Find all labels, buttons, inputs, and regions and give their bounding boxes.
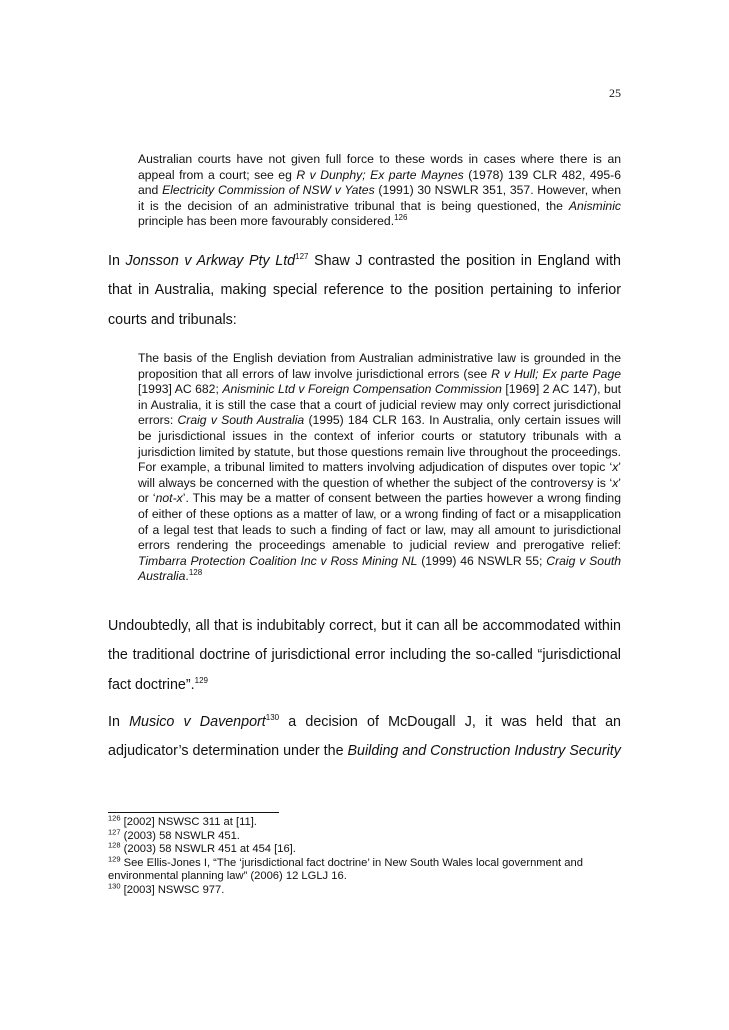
case-citation: Craig v South Australia xyxy=(138,553,622,584)
footnote-ref[interactable]: 127 xyxy=(295,252,309,262)
block-quote-shaw-j: The basis of the English deviation from Australian administrative law is grounded in the proposition that all errors of law involve jurisdictional errors (see R v Hull; Ex parte Page [1993] AC 682; Anisminic Ltd v Foreign Compensation Commission [1969] 2 AC 147), but in Australia, it is still the case that a court of judicial review may only correct jurisdictional errors: Craig v South Australia (1995) 184 CLR 163. In Australia, only certain issues will be jurisdictional issues in the context of inferior courts or statutory tribunals with a jurisdiction limited by statute, but those questions remain live throughout the proceedings. For example, a tribunal limited to matters involving adjudication of disputes over topic ‘x’ will always be concerned with the question of whether the subject of the controversy is ‘x’ or ‘not-x’. This may be a matter of consent between the parties however a wrong finding of either of these options as a matter of law, or a wrong finding of fact or a misapplication of a legal test that leads to such a finding of fact or law, may all amount to jurisdictional errors rendering the proceedings amenable to judicial review and prerogative relief: Timbarra Protection Coalition Inc v Ross Mining NL (1999) 46 NSWLR 55; Craig v South Australia.$^{128}$ xyxy=(138,351,622,584)
case-citation: Craig v South Australia xyxy=(177,413,305,428)
case-citation: Anisminic Ltd v Foreign Compensation Commission xyxy=(222,382,502,397)
footnote-number: 127 xyxy=(108,826,121,836)
footnote-number: 129 xyxy=(108,854,121,864)
footnote-separator xyxy=(108,812,279,813)
block-quote-anisminic: Australian courts have not given full force to these words in cases where there is an appeal from a court; see eg R v Dunphy; Ex parte Maynes (1978) 139 CLR 482, 495-6 and Electricity Commission of NSW v Yates (1991) 30 NSWLR 351, 357. However, when it is the decision of an administrative tribunal that is being questioned, the Anisminic principle has been more favourably considered.$^{126}$ xyxy=(138,152,621,229)
footnote-ref[interactable]: 128 xyxy=(188,568,203,578)
footnote-ref[interactable]: 126 xyxy=(394,213,408,223)
paragraph-jonsson: In Jonsson v Arkway Pty Ltd$^{127}$ Shaw J contrasted the position in England with that in Australia, making special reference to the position pertaining to inferior courts and tribunals: xyxy=(108,252,621,328)
footnotes xyxy=(108,813,628,898)
footnote-number: 126 xyxy=(108,813,121,823)
case-citation: Electricity Commission of NSW v Yates xyxy=(162,183,375,198)
footnote: $^{128}$ (2003) 58 NSWLR 451 at 454 [16]. xyxy=(108,840,296,856)
footnote-ref[interactable]: 130 xyxy=(265,713,280,723)
footnote: $^{129}$ See Ellis-Jones I, “The ‘jurisdictional fact doctrine’ in New South Wales local government and environmental planning law” (2006) 12 LGLJ 16. xyxy=(108,854,583,883)
page-number: 25 xyxy=(609,86,621,100)
case-citation: Timbarra Protection Coalition Inc v Ross Mining NL xyxy=(138,553,418,568)
case-citation: R v Hull; Ex parte Page xyxy=(491,366,621,381)
footnote: $^{126}$ [2002] NSWSC 311 at [11]. xyxy=(108,813,257,828)
paragraph-musico: In Musico v Davenport$^{130}$ a decision of McDougall J, it was held that an adjudicator’s determination under the Building and Construction Industry Security xyxy=(108,713,621,760)
footnote-number: 130 xyxy=(108,881,121,891)
footnote: $^{130}$ [2003] NSWSC 977. xyxy=(108,881,225,896)
paragraph-undoubtedly: Undoubtedly, all that is indubitably correct, but it can all be accommodated within the traditional doctrine of jurisdictional error including the so-called “jurisdictional fact doctrine”.$^{129}$ xyxy=(108,618,621,693)
case-citation: Jonsson v Arkway Pty Ltd xyxy=(125,253,296,269)
footnote-ref[interactable]: 129 xyxy=(194,676,208,686)
case-citation: Anisminic xyxy=(568,198,621,213)
case-citation: Musico v Davenport xyxy=(129,714,266,730)
case-citation: R v Dunphy; Ex parte Maynes xyxy=(296,167,464,182)
footnote-number: 128 xyxy=(108,840,121,850)
statute-title: Building and Construction Industry Security xyxy=(347,743,621,760)
footnote: $^{127}$ (2003) 58 NSWLR 451. xyxy=(108,826,240,842)
